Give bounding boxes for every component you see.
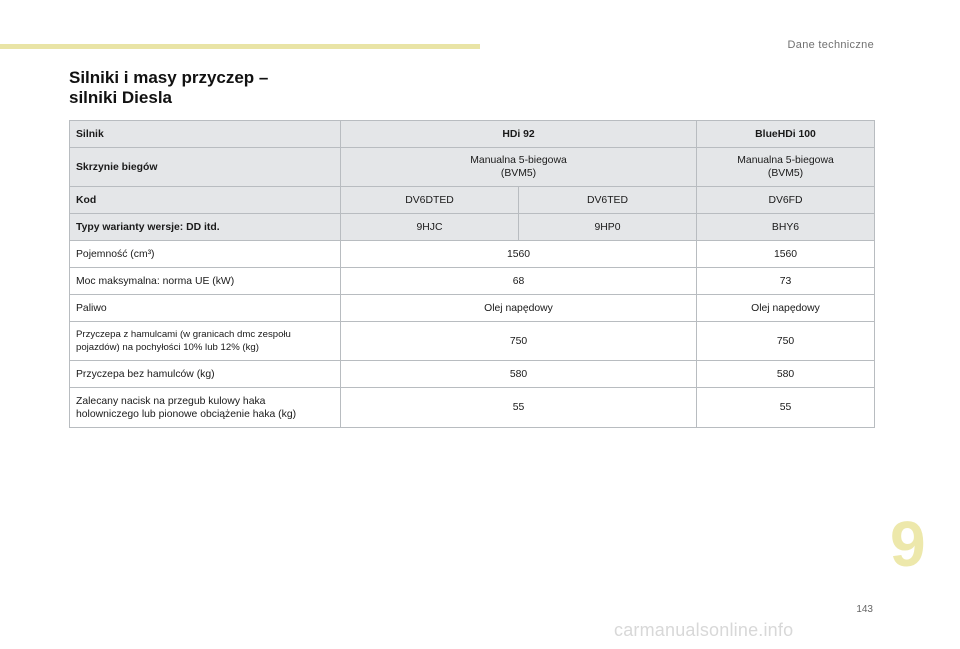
table-row-gearbox [70,148,875,187]
page-title [69,68,268,108]
top-accent-bar [0,44,480,49]
table-row-capacity [70,241,875,268]
hitch-load-bluehdi100: 55 [697,388,875,428]
variants-label: Typy warianty wersje: DD itd. [70,214,341,241]
engine-spec-table [69,120,875,428]
hitch-load-label [70,388,341,428]
gearbox-bluehdi100-line-2: (BVM5) [767,168,804,179]
braked-trailer-label [70,322,341,361]
braked-trailer-hdi92: 750 [341,322,697,361]
gearbox-hdi92 [341,148,697,187]
gearbox-hdi92-line-1: Manualna 5-biegowa [470,155,567,166]
code-col-1: DV6DTED [341,187,519,214]
hitch-load-label-line-2: holowniczego lub pionowe obciążenie haka (kg) [76,408,297,420]
capacity-label: Pojemność (cm³) [70,241,341,268]
title-line-1: Silniki i masy przyczep – [69,68,269,87]
title-line-2: silniki Diesla [69,88,172,107]
chapter-number: 9 [890,508,926,580]
watermark: carmanualsonline.info [614,620,794,640]
braked-trailer-bluehdi100: 750 [697,322,875,361]
gearbox-bluehdi100-line-1: Manualna 5-biegowa [737,155,834,166]
variants-col-1: 9HJC [341,214,519,241]
code-label: Kod [70,187,341,214]
table-row-engine [70,121,875,148]
engine-bluehdi100: BlueHDi 100 [697,121,875,148]
variants-col-3: BHY6 [697,214,875,241]
power-bluehdi100: 73 [697,268,875,295]
gearbox-hdi92-line-2: (BVM5) [500,168,537,179]
table-row-variants [70,214,875,241]
unbraked-trailer-hdi92: 580 [341,361,697,388]
section-label: Dane techniczne [787,39,874,51]
code-col-2: DV6TED [519,187,697,214]
table-row-braked-trailer [70,322,875,361]
table-row-power [70,268,875,295]
variants-col-2: 9HP0 [519,214,697,241]
gearbox-bluehdi100 [697,148,875,187]
braked-trailer-label-line-1: Przyczepa z hamulcami (w granicach dmc zespołu [76,329,291,340]
engine-hdi92: HDi 92 [341,121,697,148]
fuel-hdi92: Olej napędowy [341,295,697,322]
power-hdi92: 68 [341,268,697,295]
hitch-load-hdi92: 55 [341,388,697,428]
braked-trailer-label-line-2: pojazdów) na pochyłości 10% lub 12% (kg) [76,342,259,353]
power-label: Moc maksymalna: norma UE (kW) [70,268,341,295]
capacity-hdi92: 1560 [341,241,697,268]
table-row-unbraked-trailer [70,361,875,388]
unbraked-trailer-bluehdi100: 580 [697,361,875,388]
gearbox-label: Skrzynie biegów [70,148,341,187]
engine-label: Silnik [70,121,341,148]
code-col-3: DV6FD [697,187,875,214]
page-number: 143 [856,604,873,615]
unbraked-trailer-label: Przyczepa bez hamulców (kg) [70,361,341,388]
table-row-fuel [70,295,875,322]
capacity-bluehdi100: 1560 [697,241,875,268]
table-row-code [70,187,875,214]
table-row-hitch-load [70,388,875,428]
fuel-label: Paliwo [70,295,341,322]
fuel-bluehdi100: Olej napędowy [697,295,875,322]
hitch-load-label-line-1: Zalecany nacisk na przegub kulowy haka [76,395,266,407]
